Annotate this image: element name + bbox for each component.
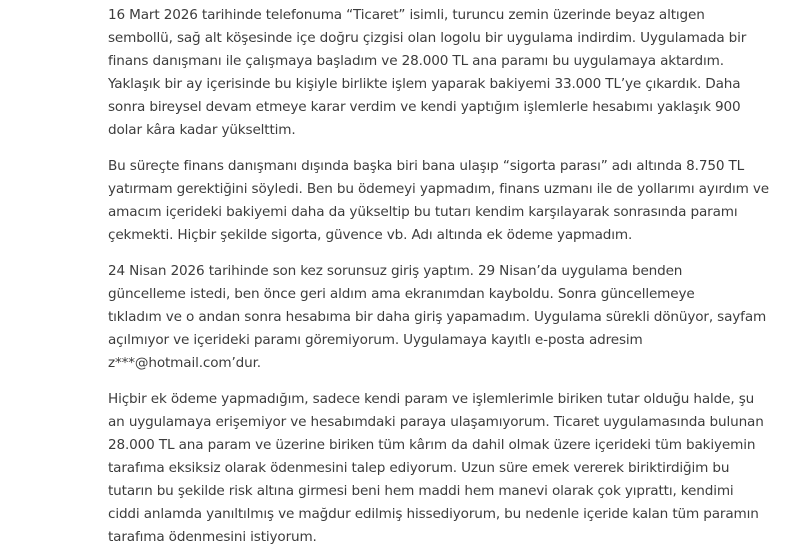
text-line: 16 Mart 2026 tarihinde telefonuma “Ticaret” isimli, turuncu zemin üzerinde beyaz altıgen bbox=[108, 7, 705, 23]
text-line: tarafıma eksiksiz olarak ödenmesini talep ediyorum. Uzun süre emek vererek biriktirdiğim bu bbox=[108, 460, 730, 476]
text-line: çekmekti. Hiçbir şekilde sigorta, güvence vb. Adı altında ek ödeme yapmadım. bbox=[108, 227, 633, 243]
text-line: sonra bireysel devam etmeye karar verdim ve kendi yaptığım işlemlerle hesabımı yaklaşık 900 bbox=[108, 99, 741, 115]
text-line: tıkladım ve o andan sonra hesabıma bir daha giriş yapamadım. Uygulama sürekli dönüyor, sayfam bbox=[108, 309, 767, 325]
paragraph-app-download bbox=[108, 4, 747, 142]
text-line: tarafıma ödenmesini istiyorum. bbox=[108, 529, 317, 545]
text-line: Hiçbir ek ödeme yapmadığım, sadece kendi param ve işlemlerimle biriken tutar olduğu halde, şu bbox=[108, 391, 755, 407]
text-line: tutarın bu şekilde risk altına girmesi beni hem maddi hem manevi olarak çok yıprattı, kendimi bbox=[108, 483, 734, 499]
text-line: açılmıyor ve içerideki paramı göremiyorum. Uygulamaya kayıtlı e-posta adresim bbox=[108, 332, 643, 348]
text-line: sembollü, sağ alt köşesinde içe doğru çizgisi olan logolu bir uygulama indirdim. Uygulamada bir bbox=[108, 30, 747, 46]
text-line: ciddi anlamda yanıltılmış ve mağdur edilmiş hissediyorum, bu nedenle içeride kalan tüm paramın bbox=[108, 506, 759, 522]
text-line: güncelleme istedi, ben önce geri aldım ama ekranımdan kayboldu. Sonra güncellemeye bbox=[108, 286, 695, 302]
text-line: Yaklaşık bir ay içerisinde bu kişiyle birlikte işlem yaparak bakiyemi 33.000 TL’ye çıkardık. Daha bbox=[108, 76, 741, 92]
text-line: dolar kâra kadar yükselttim. bbox=[108, 122, 296, 138]
text-line: amacım içerideki bakiyemi daha da yükseltip bu tutarı kendim karşılayarak sonrasında paramı bbox=[108, 204, 738, 220]
paragraph-login-issue bbox=[108, 260, 767, 375]
text-line: 28.000 TL ana param ve üzerine biriken tüm kârım da dahil olmak üzere içerideki tüm bakiyemin bbox=[108, 437, 756, 453]
text-line: yatırmam gerektiğini söyledi. Ben bu ödemeyi yapmadım, finans uzmanı ile de yollarımı ayırdım ve bbox=[108, 181, 769, 197]
text-line: Bu süreçte finans danışmanı dışında başka biri bana ulaşıp “sigorta parası” adı altında 8.750 TL bbox=[108, 158, 745, 174]
paragraph-insurance-request bbox=[108, 155, 769, 247]
complaint-text bbox=[108, 4, 769, 549]
text-line: finans danışmanı ile çalışmaya başladım ve 28.000 TL ana paramı bu uygulamaya aktardım. bbox=[108, 53, 724, 69]
text-line: z***@hotmail.com’dur. bbox=[108, 355, 261, 371]
text-line: an uygulamaya erişemiyor ve hesabımdaki paraya ulaşamıyorum. Ticaret uygulamasında bulunan bbox=[108, 414, 764, 430]
text-line: 24 Nisan 2026 tarihinde son kez sorunsuz giriş yaptım. 29 Nisan’da uygulama benden bbox=[108, 263, 683, 279]
paragraph-refund-demand bbox=[108, 388, 764, 549]
